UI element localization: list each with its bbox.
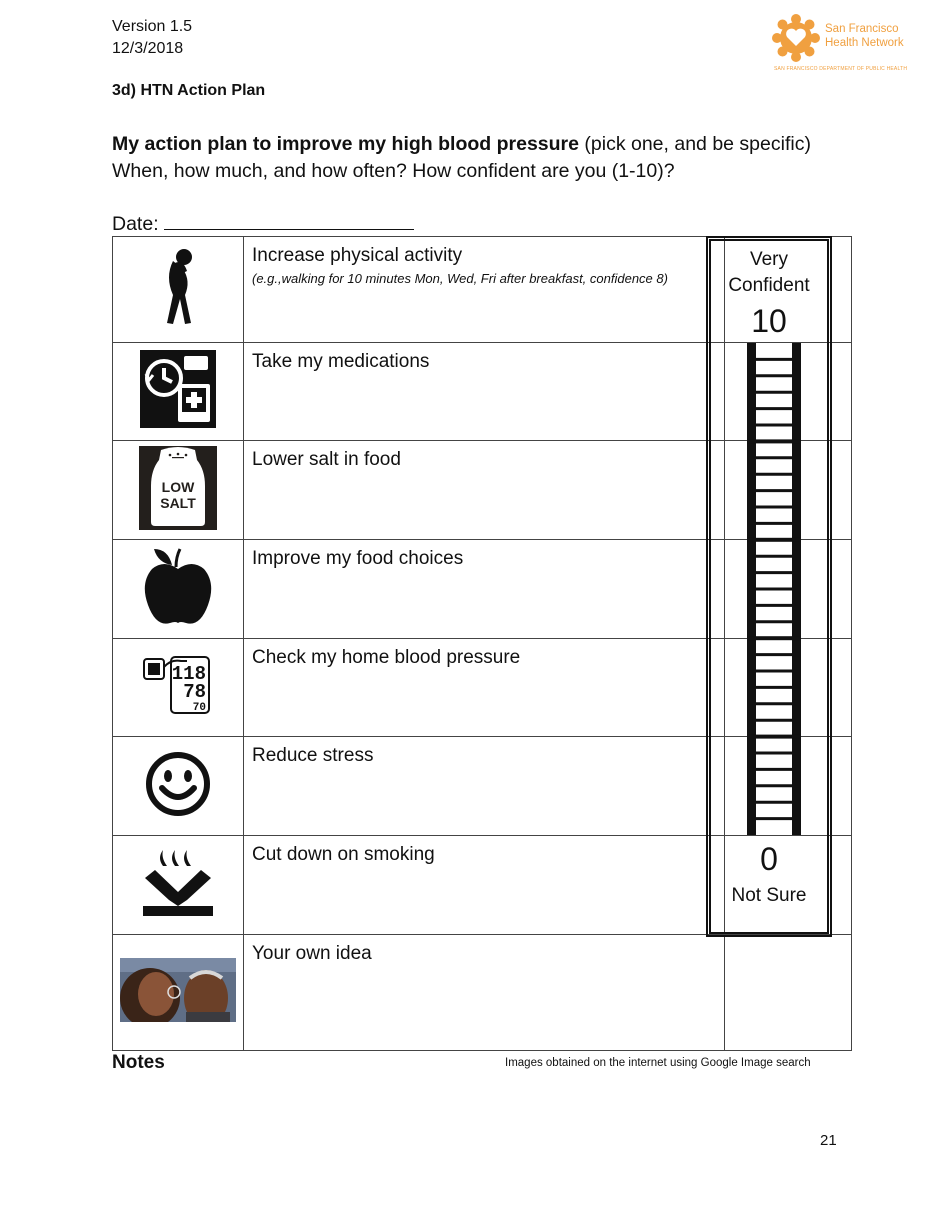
logo-line1: San Francisco — [825, 23, 899, 35]
salt-icon-text-1: LOW — [161, 478, 195, 495]
action-text-cell[interactable] — [244, 441, 725, 540]
ladder-separator — [747, 735, 801, 739]
action-text-cell[interactable] — [244, 639, 725, 737]
page-number: 21 — [820, 1132, 837, 1149]
ladder-separator — [747, 538, 801, 542]
intro-text — [112, 131, 832, 185]
ladder-separator — [747, 636, 801, 640]
notes-heading: Notes — [112, 1052, 165, 1073]
sfhn-logo — [772, 14, 912, 76]
icon-cell — [113, 540, 244, 639]
action-text-cell[interactable] — [244, 737, 725, 836]
icon-cell — [113, 935, 244, 1051]
confidence-ladder[interactable] — [747, 343, 801, 835]
scale-cell[interactable] — [725, 935, 852, 1051]
logo-heart-icon — [772, 14, 820, 62]
icon-cell — [113, 737, 244, 836]
salt-shaker-icon — [139, 446, 217, 530]
action-example: (e.g.,walking for 10 minutes Mon, Wed, Fri after breakfast, confidence 8) — [252, 271, 668, 286]
icon-cell — [113, 639, 244, 737]
action-label: Reduce stress — [252, 745, 374, 766]
bp-systolic: 118 — [171, 663, 206, 685]
intro-bold: My action plan to improve my high blood pressure — [112, 133, 579, 155]
logo-text — [825, 22, 904, 50]
date-label: Date: — [112, 213, 159, 235]
intro-rest: (pick one, and be specific) — [578, 133, 811, 155]
action-label: Improve my food choices — [252, 548, 464, 569]
version-date: 12/3/2018 — [112, 40, 184, 57]
table-row[interactable] — [113, 935, 852, 1051]
salt-icon-text-2: SALT — [160, 494, 196, 511]
blood-pressure-monitor-icon — [143, 655, 213, 715]
scale-top-line2: Confident — [728, 275, 810, 296]
action-label: Cut down on smoking — [252, 844, 435, 865]
smoking-icon — [141, 848, 215, 918]
action-text-cell[interactable] — [244, 237, 725, 343]
scale-max-value: 10 — [751, 303, 787, 339]
action-label: Check my home blood pressure — [252, 647, 521, 668]
smiley-icon — [144, 750, 212, 818]
medication-icon — [140, 350, 216, 428]
bp-diastolic: 78 — [183, 681, 206, 703]
icon-cell — [113, 836, 244, 935]
apple-icon — [142, 547, 214, 627]
version-text: Version 1.5 — [112, 18, 193, 35]
date-blank-line[interactable] — [164, 211, 414, 230]
action-text-cell[interactable] — [244, 836, 725, 935]
action-text-cell[interactable] — [244, 540, 725, 639]
image-source-note: Images obtained on the internet using Google Image search — [505, 1057, 811, 1069]
action-label: Take my medications — [252, 351, 430, 372]
scale-top-line1: Very — [749, 249, 789, 270]
date-field[interactable] — [112, 211, 414, 236]
action-text-cell[interactable] — [244, 343, 725, 441]
action-text-cell[interactable] — [244, 935, 725, 1051]
document-version-block — [112, 16, 192, 60]
intro-line2: When, how much, and how often? How confident are you (1-10)? — [112, 160, 675, 182]
action-label: Your own idea — [252, 943, 372, 964]
logo-subtitle: SAN FRANCISCO DEPARTMENT OF PUBLIC HEALTH — [774, 66, 908, 72]
scale-bottom-label: Not Sure — [731, 885, 807, 906]
icon-cell — [113, 441, 244, 540]
icon-cell — [113, 237, 244, 343]
action-label: Lower salt in food — [252, 449, 401, 470]
scale-top-label — [711, 247, 827, 299]
bp-pulse: 70 — [192, 702, 206, 714]
ladder-separator — [747, 439, 801, 443]
confidence-scale — [706, 236, 832, 937]
action-label: Increase physical activity — [252, 245, 463, 266]
people-photo — [120, 958, 236, 1022]
section-title: 3d) HTN Action Plan — [112, 82, 266, 99]
scale-min-value: 0 — [760, 841, 778, 877]
logo-line2: Health Network — [825, 37, 904, 49]
exercise-icon — [153, 247, 203, 327]
icon-cell — [113, 343, 244, 441]
